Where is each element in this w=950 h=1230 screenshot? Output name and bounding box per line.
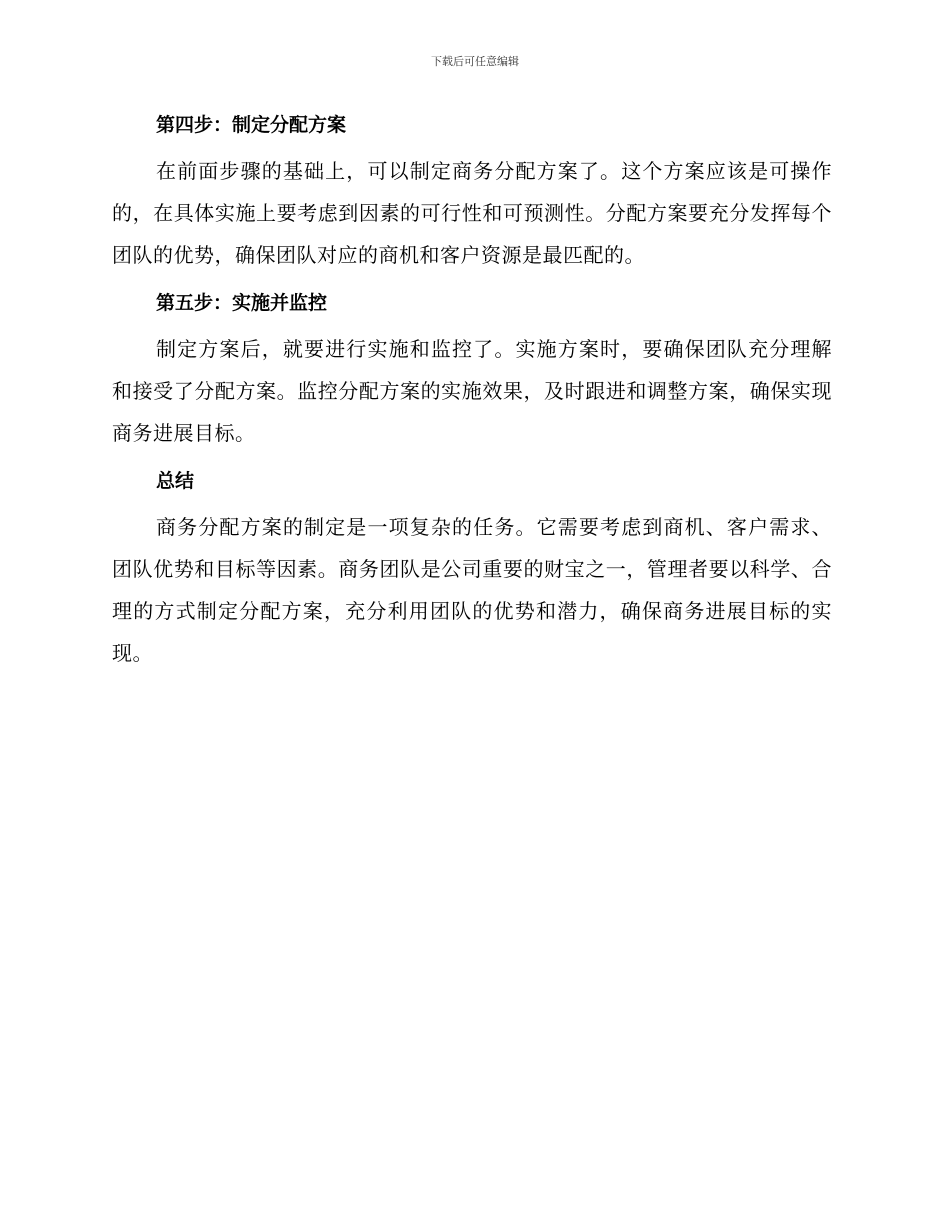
section-heading-summary: 总结 — [156, 470, 195, 492]
document-body — [112, 110, 832, 686]
section-heading-step-five: 第五步：实施并监控 — [156, 292, 328, 314]
section-paragraph-step-four: 在前面步骤的基础上，可以制定商务分配方案了。这个方案应该是可操作的，在具体实施上要考虑到因素的可行性和可预测性。分配方案要充分发挥每个团队的优势，确保团队对应的商机和客户资源是最匹配的。 — [112, 159, 832, 267]
section-heading-step-four: 第四步：制定分配方案 — [156, 114, 347, 136]
header-note: 下载后可任意编辑 — [431, 55, 519, 68]
section-paragraph-summary: 商务分配方案的制定是一项复杂的任务。它需要考虑到商机、客户需求、团队优势和目标等因素。商务团队是公司重要的财宝之一，管理者要以科学、合理的方式制定分配方案，充分利用团队的优势和潜力，确保商务进展目标的实现。 — [112, 515, 832, 665]
section-paragraph-step-five: 制定方案后，就要进行实施和监控了。实施方案时，要确保团队充分理解和接受了分配方案。监控分配方案的实施效果，及时跟进和调整方案，确保实现商务进展目标。 — [112, 337, 832, 445]
